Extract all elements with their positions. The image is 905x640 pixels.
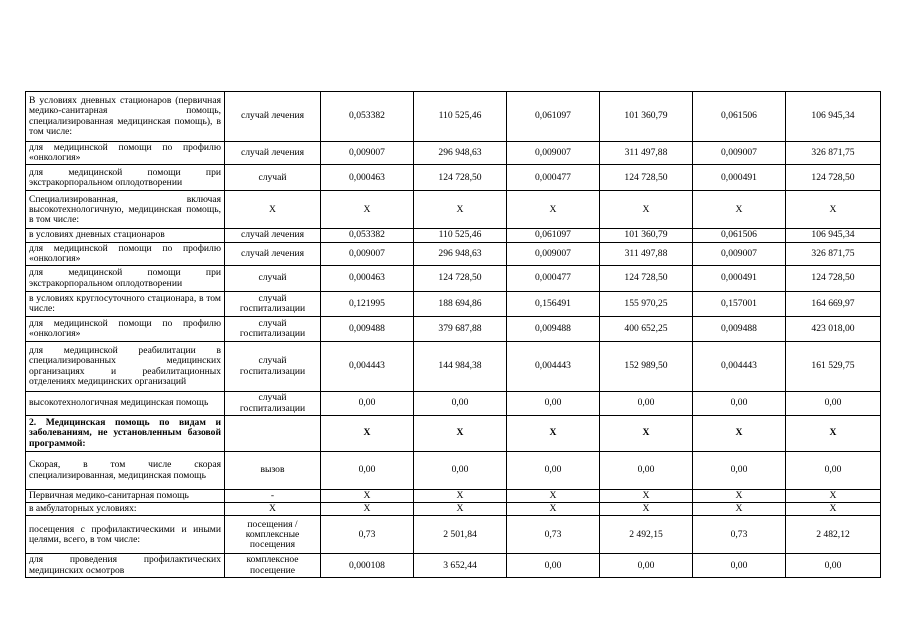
value-cell: 144 984,38 [414, 342, 507, 392]
value-cell: 2 501,84 [414, 516, 507, 554]
value-cell: 0,156491 [507, 292, 600, 317]
value-cell: 110 525,46 [414, 92, 507, 142]
value-cell: 152 989,50 [600, 342, 693, 392]
value-cell: 0,00 [414, 452, 507, 490]
value-cell: 0,061097 [507, 92, 600, 142]
value-cell: Х [507, 503, 600, 516]
row-label: в условиях круглосуточного стационара, в том числе: [26, 292, 225, 317]
value-cell: 0,053382 [321, 92, 414, 142]
value-cell: Х [414, 416, 507, 452]
value-cell: 0,061097 [507, 229, 600, 242]
value-cell: 326 871,75 [786, 142, 881, 165]
value-cell: 0,00 [507, 554, 600, 577]
unit-cell: - [225, 490, 321, 503]
table-row [26, 142, 881, 165]
unit-cell: случай [225, 266, 321, 292]
value-cell: 0,00 [693, 392, 786, 416]
value-cell: 155 970,25 [600, 292, 693, 317]
unit-cell: случай лечения [225, 142, 321, 165]
value-cell: 0,00 [786, 392, 881, 416]
value-cell: 0,004443 [693, 342, 786, 392]
value-cell: 296 948,63 [414, 142, 507, 165]
value-cell: 0,009488 [321, 317, 414, 342]
table-row [26, 490, 881, 503]
value-cell: 326 871,75 [786, 242, 881, 265]
value-cell: 0,00 [507, 392, 600, 416]
value-cell: 0,009007 [693, 242, 786, 265]
value-cell: 0,061506 [693, 229, 786, 242]
value-cell: 0,000463 [321, 165, 414, 191]
table-row [26, 191, 881, 229]
value-cell: 0,73 [693, 516, 786, 554]
row-label: в амбулаторных условиях: [26, 503, 225, 516]
unit-cell: комплексное посещение [225, 554, 321, 577]
table-row [26, 392, 881, 416]
value-cell: 164 669,97 [786, 292, 881, 317]
row-label: для медицинской реабилитации в специализированных медицинских организациях и реабилитационных отделениях медицинских организаций [26, 342, 225, 392]
value-cell: 2 482,12 [786, 516, 881, 554]
value-cell: 0,000463 [321, 266, 414, 292]
value-cell: 124 728,50 [414, 165, 507, 191]
value-cell: 311 497,88 [600, 242, 693, 265]
unit-cell: случай госпитализации [225, 392, 321, 416]
table-row [26, 165, 881, 191]
table-row [26, 292, 881, 317]
unit-cell: случай госпитализации [225, 317, 321, 342]
table-row [26, 452, 881, 490]
value-cell: 0,000108 [321, 554, 414, 577]
table-body [26, 92, 881, 578]
value-cell: Х [600, 503, 693, 516]
value-cell: 0,00 [507, 452, 600, 490]
value-cell: 0,00 [414, 392, 507, 416]
value-cell: 124 728,50 [600, 266, 693, 292]
unit-cell: случай госпитализации [225, 292, 321, 317]
row-label: Первичная медико-санитарная помощь [26, 490, 225, 503]
value-cell: 0,00 [786, 452, 881, 490]
value-cell: 400 652,25 [600, 317, 693, 342]
table-row [26, 416, 881, 452]
unit-cell: случай лечения [225, 92, 321, 142]
value-cell: 124 728,50 [414, 266, 507, 292]
value-cell: 0,00 [600, 452, 693, 490]
unit-cell: вызов [225, 452, 321, 490]
row-label: посещения с профилактическими и иными целями, всего, в том числе: [26, 516, 225, 554]
value-cell: 311 497,88 [600, 142, 693, 165]
value-cell: Х [321, 416, 414, 452]
value-cell: 3 652,44 [414, 554, 507, 577]
value-cell: 101 360,79 [600, 92, 693, 142]
value-cell: Х [414, 191, 507, 229]
value-cell: 0,009007 [693, 142, 786, 165]
value-cell: 0,157001 [693, 292, 786, 317]
value-cell: 379 687,88 [414, 317, 507, 342]
value-cell: Х [507, 191, 600, 229]
row-label: для медицинской помощи при экстракорпоральном оплодотворении [26, 165, 225, 191]
value-cell: 101 360,79 [600, 229, 693, 242]
value-cell: Х [600, 191, 693, 229]
value-cell: Х [321, 503, 414, 516]
unit-cell: посещения / комплексные посещения [225, 516, 321, 554]
row-label: высокотехнологичная медицинская помощь [26, 392, 225, 416]
value-cell: 161 529,75 [786, 342, 881, 392]
value-cell: 124 728,50 [600, 165, 693, 191]
value-cell: Х [786, 490, 881, 503]
table-row [26, 229, 881, 242]
table-row [26, 317, 881, 342]
value-cell: 124 728,50 [786, 266, 881, 292]
value-cell: 0,00 [600, 554, 693, 577]
row-label: Специализированная, включая высокотехнологичную, медицинская помощь, в том числе: [26, 191, 225, 229]
value-cell: 0,000477 [507, 266, 600, 292]
value-cell: Х [414, 503, 507, 516]
value-cell: Х [786, 191, 881, 229]
value-cell: Х [693, 490, 786, 503]
value-cell: 0,73 [321, 516, 414, 554]
value-cell: 0,000491 [693, 266, 786, 292]
value-cell: Х [693, 416, 786, 452]
row-label: Скорая, в том числе скорая специализированная, медицинская помощь [26, 452, 225, 490]
unit-cell: случай [225, 165, 321, 191]
medical-care-table [25, 91, 881, 578]
table-row [26, 92, 881, 142]
value-cell: 110 525,46 [414, 229, 507, 242]
value-cell: 0,009488 [693, 317, 786, 342]
value-cell: Х [507, 416, 600, 452]
value-cell: 0,73 [507, 516, 600, 554]
value-cell: 0,009007 [321, 142, 414, 165]
value-cell: 106 945,34 [786, 229, 881, 242]
value-cell: Х [600, 416, 693, 452]
row-label: для медицинской помощи при экстракорпоральном оплодотворении [26, 266, 225, 292]
value-cell: Х [786, 416, 881, 452]
row-label: для медицинской помощи по профилю «онкология» [26, 242, 225, 265]
table-row [26, 516, 881, 554]
value-cell: Х [600, 490, 693, 503]
value-cell: 0,009007 [507, 142, 600, 165]
table-row [26, 554, 881, 577]
value-cell: 0,00 [693, 554, 786, 577]
value-cell: 0,053382 [321, 229, 414, 242]
value-cell: 296 948,63 [414, 242, 507, 265]
value-cell: 0,00 [600, 392, 693, 416]
value-cell: 0,004443 [321, 342, 414, 392]
row-label: для проведения профилактических медицинских осмотров [26, 554, 225, 577]
value-cell: 0,009007 [507, 242, 600, 265]
row-label: для медицинской помощи по профилю «онкология» [26, 317, 225, 342]
value-cell: Х [693, 191, 786, 229]
row-label: в условиях дневных стационаров [26, 229, 225, 242]
value-cell: 0,121995 [321, 292, 414, 317]
value-cell: 423 018,00 [786, 317, 881, 342]
unit-cell: Х [225, 503, 321, 516]
value-cell: Х [786, 503, 881, 516]
table-row [26, 342, 881, 392]
unit-cell: Х [225, 191, 321, 229]
value-cell: 0,00 [321, 452, 414, 490]
value-cell: Х [321, 490, 414, 503]
value-cell: 0,00 [321, 392, 414, 416]
value-cell: 106 945,34 [786, 92, 881, 142]
value-cell: 2 492,15 [600, 516, 693, 554]
unit-cell: случай лечения [225, 242, 321, 265]
value-cell: Х [693, 503, 786, 516]
value-cell: 0,009488 [507, 317, 600, 342]
value-cell: 0,061506 [693, 92, 786, 142]
value-cell: Х [414, 490, 507, 503]
table-row [26, 503, 881, 516]
value-cell: 0,000477 [507, 165, 600, 191]
row-label: для медицинской помощи по профилю «онкология» [26, 142, 225, 165]
unit-cell [225, 416, 321, 452]
value-cell: Х [321, 191, 414, 229]
table-row [26, 266, 881, 292]
value-cell: 188 694,86 [414, 292, 507, 317]
value-cell: 0,004443 [507, 342, 600, 392]
row-label: В условиях дневных стационаров (первичная медико-санитарная помощь, специализированная медицинская помощь), в том числе: [26, 92, 225, 142]
value-cell: 0,00 [786, 554, 881, 577]
value-cell: 0,000491 [693, 165, 786, 191]
value-cell: Х [507, 490, 600, 503]
value-cell: 0,009007 [321, 242, 414, 265]
value-cell: 124 728,50 [786, 165, 881, 191]
value-cell: 0,00 [693, 452, 786, 490]
unit-cell: случай лечения [225, 229, 321, 242]
row-label: 2. Медицинская помощь по видам и заболеваниям, не установленным базовой программой: [26, 416, 225, 452]
unit-cell: случай госпитализации [225, 342, 321, 392]
table-row [26, 242, 881, 265]
